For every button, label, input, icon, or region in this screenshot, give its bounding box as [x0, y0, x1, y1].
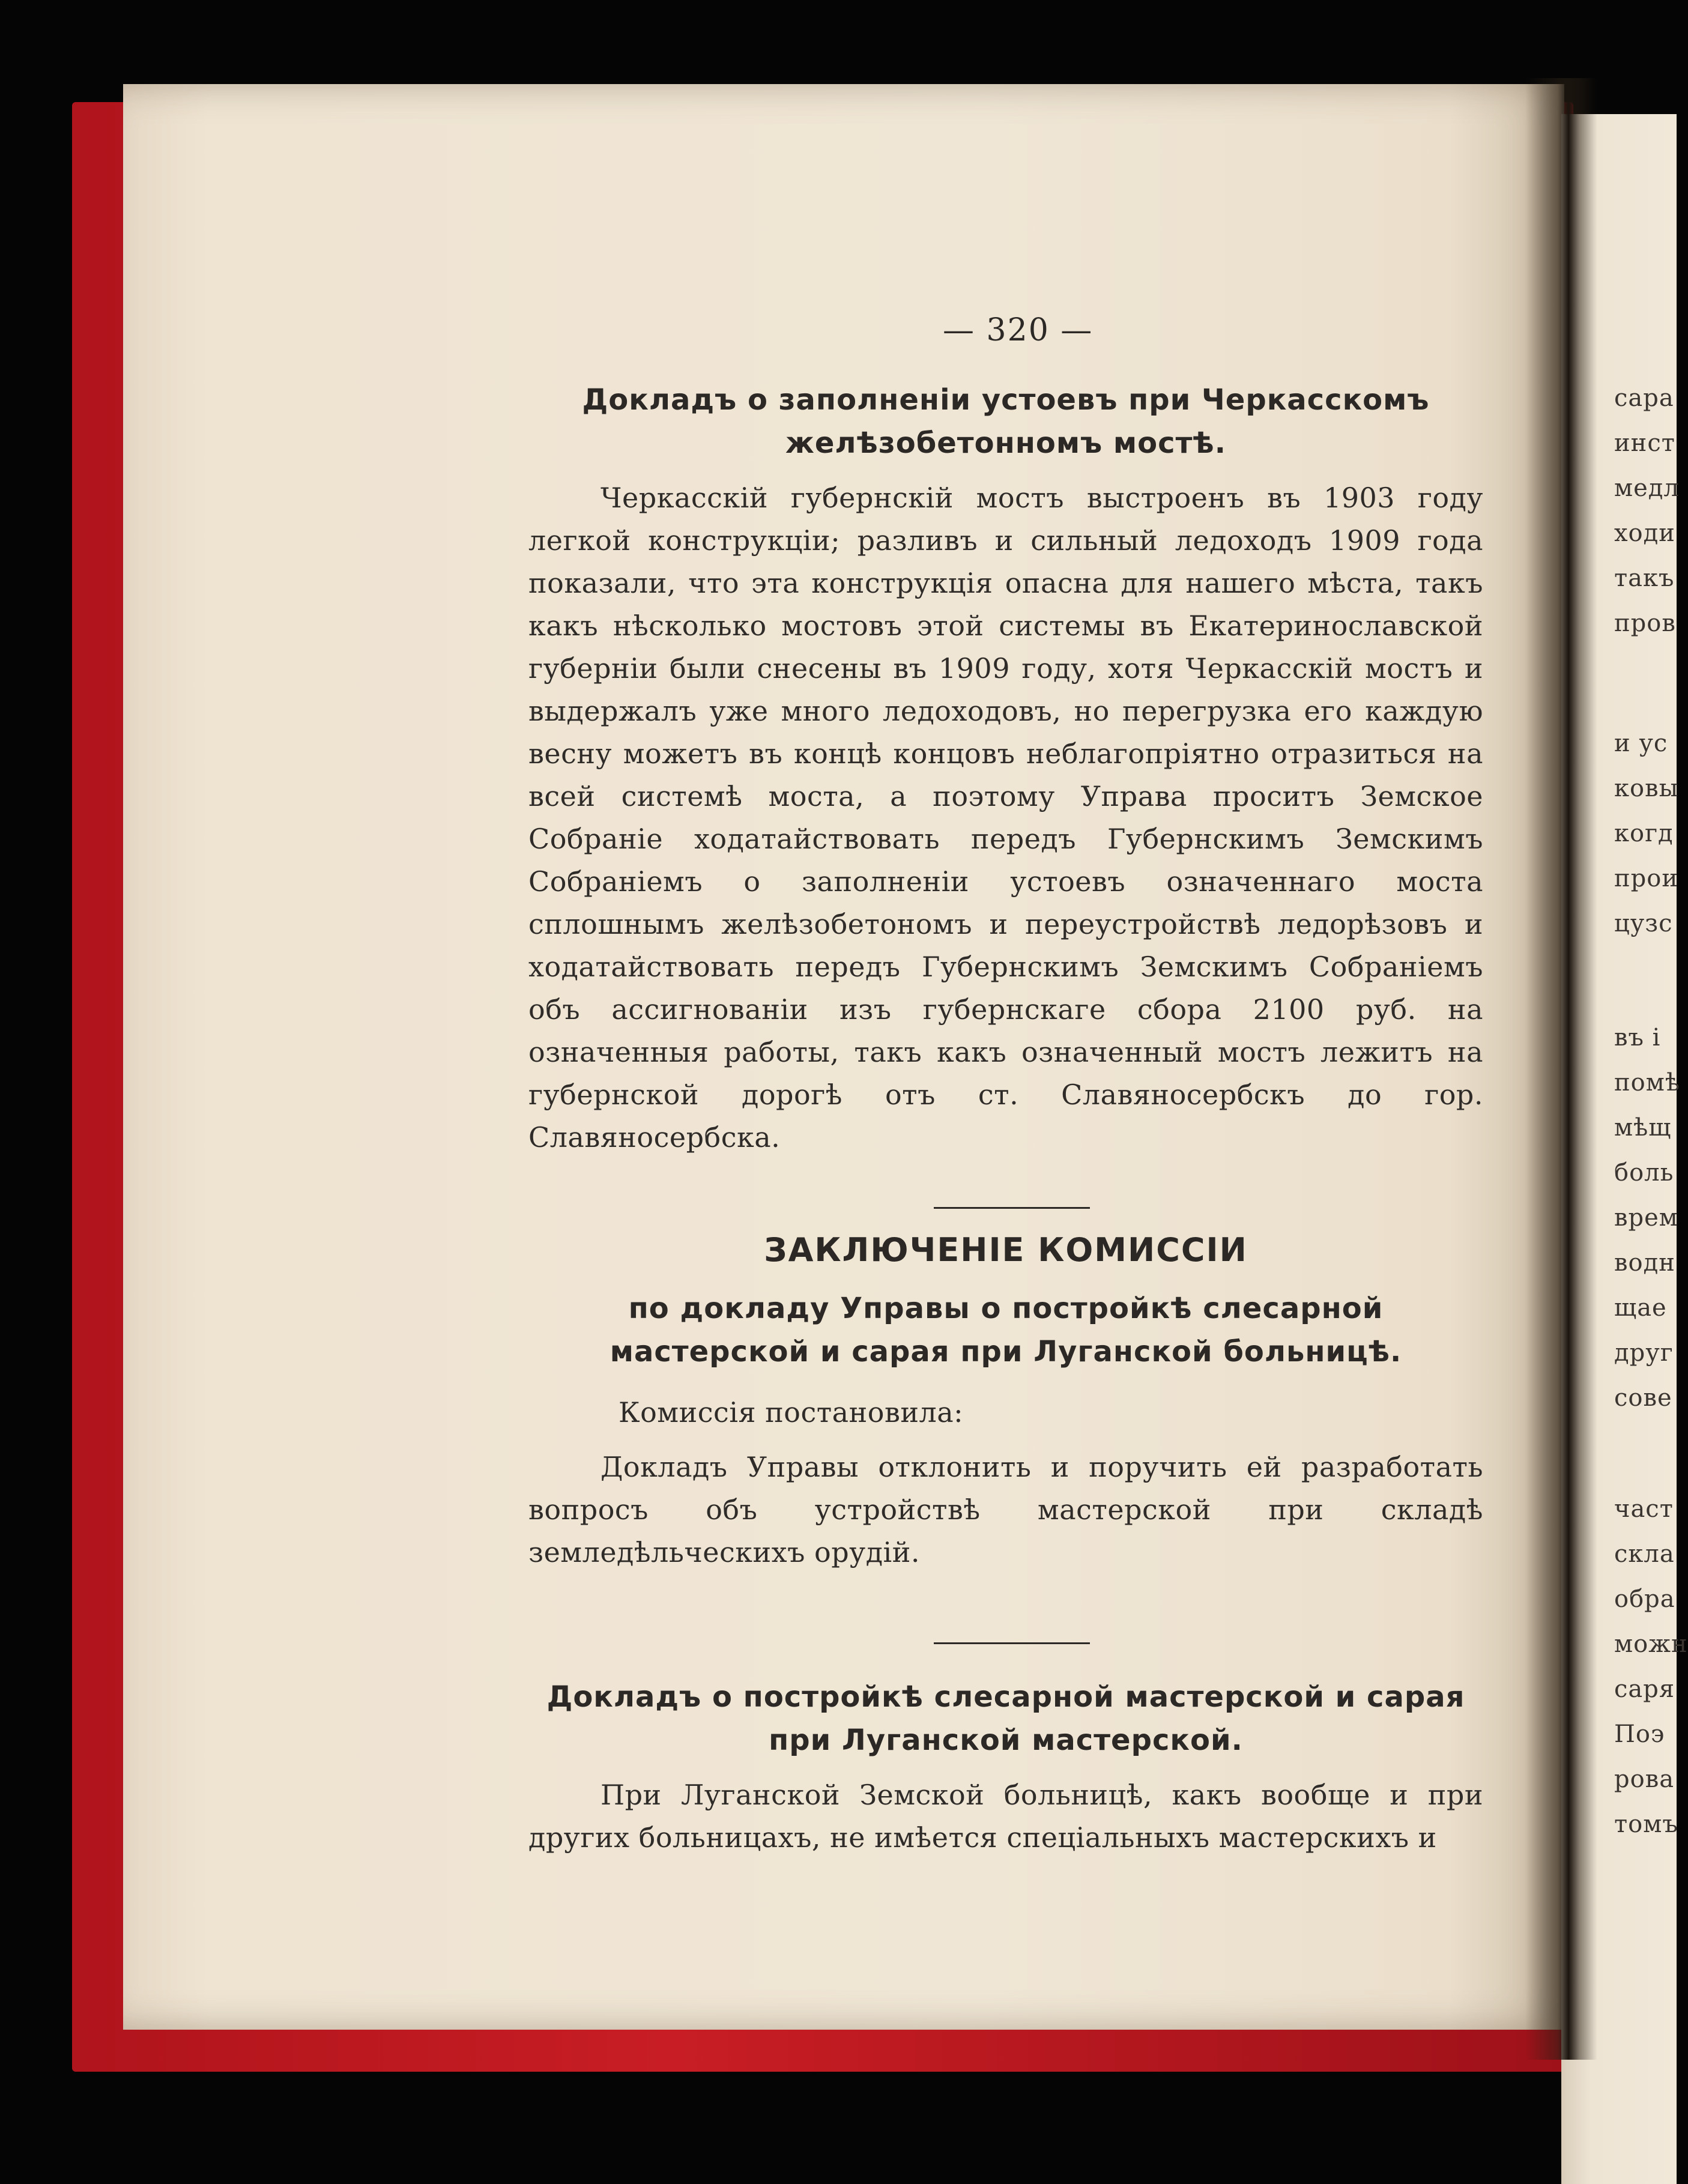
section3-heading: Докладъ о постройкѣ слесарной мастерской и сарая при Луганской мастерской. [546, 1680, 1465, 1757]
right-page-fragment: мѣщ [1614, 1114, 1672, 1142]
section3-body: При Луганской Земской больницѣ, какъ вообще и при других больницахъ, не имѣется спеціальныхъ мастерскихъ и [528, 1779, 1483, 1854]
right-page-fragment: помѣ [1614, 1069, 1680, 1097]
section2-body: Докладъ Управы отклонить и поручить ей разработать вопросъ объ устройствѣ мастерской при складѣ земледѣльческихъ орудій. [528, 1451, 1483, 1568]
section-commission-conclusion [528, 1231, 1483, 1574]
right-page-fragment: и ус [1614, 730, 1668, 757]
right-page-fragment: когд [1614, 820, 1674, 847]
right-page-fragment: обра [1614, 1585, 1675, 1613]
right-page-fragment: сове [1614, 1384, 1672, 1412]
section2-resolution-label: Комиссія постановила: [619, 1396, 964, 1429]
divider-1 [934, 1207, 1090, 1209]
right-page-fragment: такъ [1614, 564, 1675, 592]
right-page-fragment: боль [1614, 1159, 1674, 1187]
section2-heading: по докладу Управы о постройкѣ слесарной мастерской и сарая при Луганской больницѣ. [610, 1292, 1402, 1369]
section-bridge-report [528, 378, 1483, 1159]
right-page-fragment: ковы [1614, 775, 1679, 802]
book-gutter [1525, 78, 1597, 2060]
right-page-fragment: цузс [1614, 910, 1673, 937]
section1-heading: Докладъ о заполненіи устоевъ при Черкасскомъ желѣзобетонномъ мостѣ. [582, 383, 1430, 460]
right-page-fragment: можн [1614, 1630, 1688, 1658]
page-number: — 320 — [943, 312, 1094, 348]
right-page-fragment: медл [1614, 474, 1680, 502]
right-page-fragment: част [1614, 1495, 1674, 1523]
right-page-fragment: саря [1614, 1675, 1675, 1703]
right-page-fragment: щае [1614, 1294, 1667, 1322]
right-page-fragment: въ і [1614, 1024, 1661, 1051]
right-page-fragment: прои [1614, 865, 1679, 892]
right-page-fragment: водн [1614, 1249, 1675, 1277]
right-page-fragment: Поэ [1614, 1720, 1665, 1748]
right-page-fragment: скла [1614, 1540, 1675, 1568]
right-page-fragment: друг [1614, 1339, 1674, 1367]
section1-body: Черкасскій губернскій мостъ выстроенъ въ 1903 году легкой конструкціи; разливъ и сильный ледоходъ 1909 года показали, что эта конструкція опасна для нашего мѣста, такъ какъ нѣсколько мостовъ этой системы въ Екатеринославской губерніи были снесены въ 1909 году, хотя Черкасскій мостъ и выдержалъ уже много ледоходовъ, но перегрузка его каждую весну можетъ въ концѣ концовъ неблагопріятно отразиться на всей системѣ моста, а поэтому Управа проситъ Земское Собраніе ходатайствовать передъ Губернскимъ Земскимъ Собраніемъ о заполненіи устоевъ означеннаго моста сплошнымъ желѣзобетономъ и переустройствѣ ледорѣзовъ и ходатайствовать передъ Губернскимъ Земскимъ Собраніемъ объ ассигнованіи изъ губернскаге сбора 2100 руб. на означенныя работы, такъ какъ означенный мостъ лежитъ на губернской дорогѣ отъ ст. Славяносербскъ до гор. Славяносербска. [528, 482, 1483, 1154]
right-page-fragment: рова [1614, 1765, 1675, 1793]
right-page-fragment: инст [1614, 429, 1675, 457]
divider-2 [934, 1642, 1090, 1644]
right-page-fragment: пров [1614, 610, 1676, 637]
section-workshop-report [528, 1675, 1483, 1859]
section2-title: ЗАКЛЮЧЕНІЕ КОМИССІИ [764, 1231, 1248, 1269]
right-page-fragment: сара [1614, 384, 1674, 412]
right-page-fragment: врем [1614, 1204, 1678, 1232]
right-page-fragment: ходи [1614, 519, 1675, 547]
right-page-fragment: томъ [1614, 1810, 1678, 1838]
